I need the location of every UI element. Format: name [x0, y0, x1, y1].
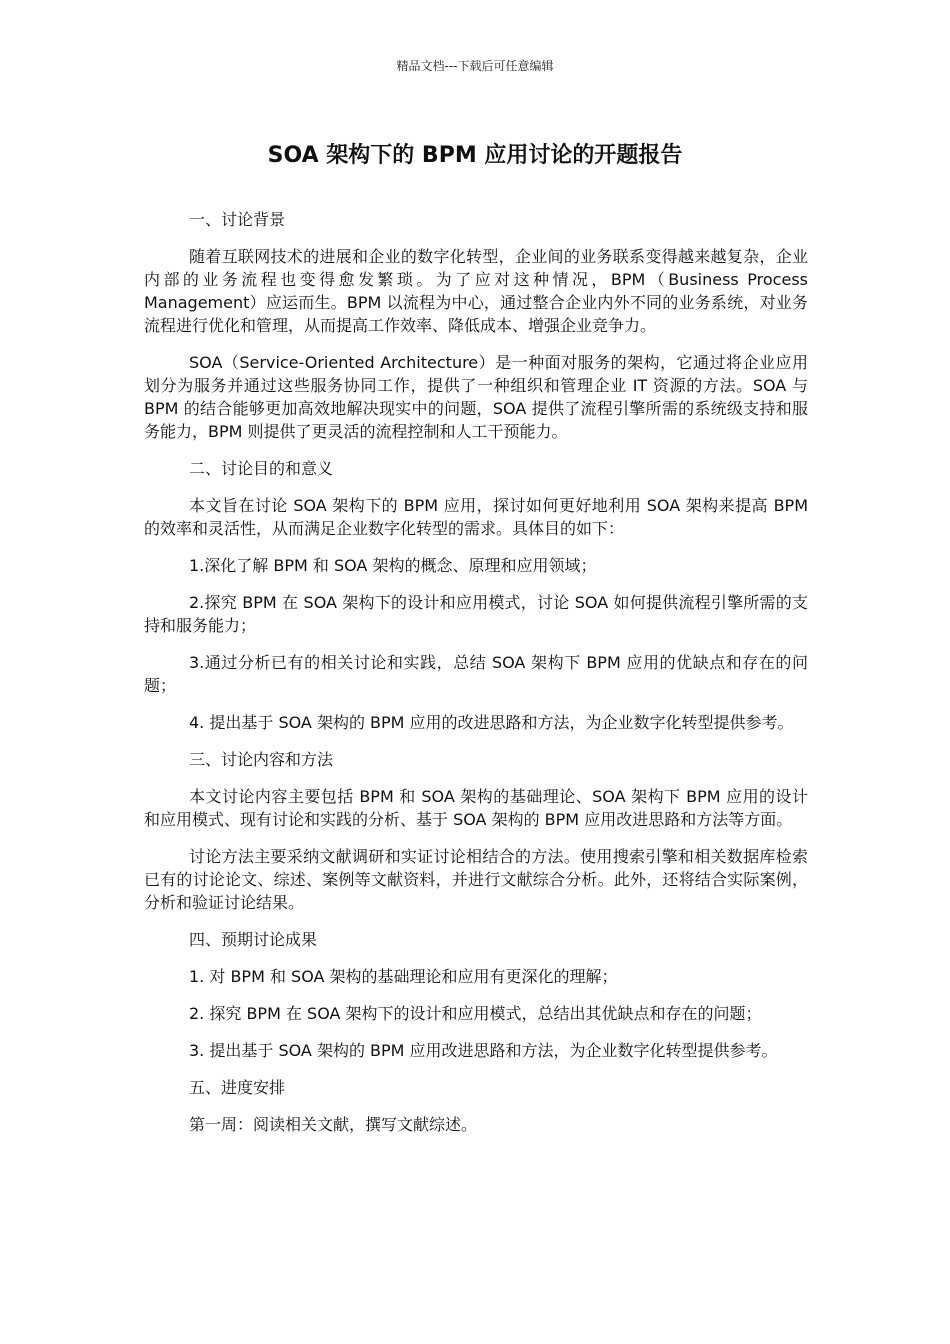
- section-heading-purpose: 二、讨论目的和意义: [189, 459, 334, 478]
- document-title: SOA 架构下的 BPM 应用讨论的开题报告: [267, 143, 683, 168]
- section-heading-content-method: 三、讨论内容和方法: [189, 750, 334, 769]
- paragraph: SOA（Service-Oriented Architecture）是一种面对服务的架构，它通过将企业应用划分为服务并通过这些服务协同工作，提供了一种组织和管理企业 IT 资源的方法。SOA 与 BPM 的结合能够更加高效地解决现实中的问题，SOA 提供了流程引擎所需的系统级支持和服务能力，BPM 则提供了更灵活的流程控制和人工干预能力。: [144, 353, 808, 441]
- paragraph: 随着互联网技术的进展和企业的数字化转型，企业间的业务联系变得越来越复杂，企业内部的业务流程也变得愈发繁琐。为了应对这种情况，BPM（Business Process Management）应运而生。BPM 以流程为中心，通过整合企业内外不同的业务系统，对业务流程进行优化和管理，从而提高工作效率、降低成本、增强企业竞争力。: [144, 247, 808, 335]
- list-item: 4. 提出基于 SOA 架构的 BPM 应用的改进思路和方法，为企业数字化转型提供参考。: [189, 713, 794, 732]
- list-item: 2. 探究 BPM 在 SOA 架构下的设计和应用模式，总结出其优缺点和存在的问题；: [189, 1004, 762, 1023]
- section-heading-background: 一、讨论背景: [189, 210, 286, 229]
- paragraph: 讨论方法主要采纳文献调研和实证讨论相结合的方法。使用搜索引擎和相关数据库检索已有的讨论论文、综述、案例等文献资料，并进行文献综合分析。此外，还将结合实际案例，分析和验证讨论结果。: [144, 847, 808, 912]
- paragraph: 第一周：阅读相关文献，撰写文献综述。: [189, 1115, 478, 1134]
- list-item: 1. 对 BPM 和 SOA 架构的基础理论和应用有更深化的理解；: [189, 967, 618, 986]
- document-body: [144, 208, 808, 1150]
- paragraph: 本文讨论内容主要包括 BPM 和 SOA 架构的基础理论、SOA 架构下 BPM 应用的设计和应用模式、现有讨论和实践的分析、基于 SOA 架构的 BPM 应用改进思路和方法等方面。: [144, 787, 808, 829]
- list-item: 2.探究 BPM 在 SOA 架构下的设计和应用模式，讨论 SOA 如何提供流程引擎所需的支持和服务能力；: [144, 593, 808, 635]
- list-item: 3. 提出基于 SOA 架构的 BPM 应用改进思路和方法，为企业数字化转型提供参考。: [189, 1041, 778, 1060]
- paragraph: 本文旨在讨论 SOA 架构下的 BPM 应用，探讨如何更好地利用 SOA 架构来提高 BPM 的效率和灵活性，从而满足企业数字化转型的需求。具体目的如下：: [144, 496, 808, 538]
- section-heading-expected-results: 四、预期讨论成果: [189, 930, 318, 949]
- section-heading-schedule: 五、进度安排: [189, 1078, 286, 1097]
- list-item: 3.通过分析已有的相关讨论和实践，总结 SOA 架构下 BPM 应用的优缺点和存在的问题；: [144, 653, 808, 695]
- list-item: 1.深化了解 BPM 和 SOA 架构的概念、原理和应用领域；: [189, 556, 597, 575]
- page-header: 精品文档---下载后可任意编辑: [396, 59, 554, 73]
